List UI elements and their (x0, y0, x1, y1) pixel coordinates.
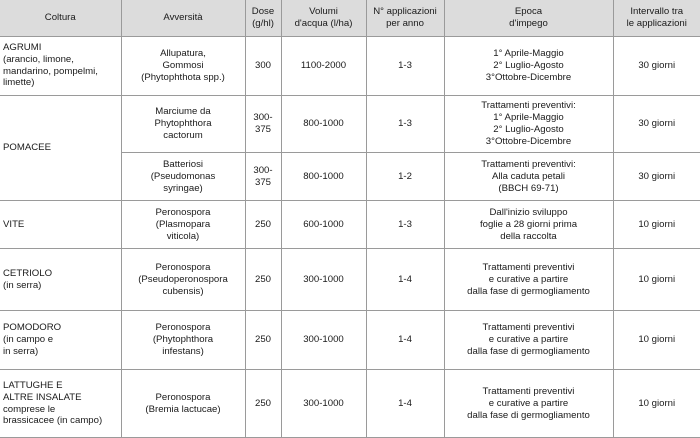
cell-intervallo: 30 giorni (613, 95, 700, 152)
cell-intervallo: 10 giorni (613, 370, 700, 438)
cell-dose: 250 (245, 310, 281, 369)
cell-coltura: POMODORO (in campo e in serra) (0, 310, 121, 369)
cell-volumi: 300-1000 (281, 310, 366, 369)
cell-volumi: 300-1000 (281, 370, 366, 438)
cell-applicazioni: 1-4 (366, 310, 444, 369)
cell-intervallo: 10 giorni (613, 201, 700, 249)
cell-coltura: VITE (0, 201, 121, 249)
cell-applicazioni: 1-4 (366, 370, 444, 438)
cell-intervallo: 10 giorni (613, 249, 700, 310)
table-row (0, 95, 700, 152)
cell-volumi: 300-1000 (281, 249, 366, 310)
header-epoca: Epoca d'impego (444, 0, 613, 36)
cell-epoca: Trattamenti preventivi e curative a partire dalla fase di germogliamento (444, 370, 613, 438)
cell-epoca: Trattamenti preventivi: Alla caduta petali (BBCH 69-71) (444, 153, 613, 201)
cell-coltura: POMACEE (0, 95, 121, 200)
table-row (0, 36, 700, 95)
table-row (0, 310, 700, 369)
cell-intervallo: 30 giorni (613, 153, 700, 201)
cell-applicazioni: 1-3 (366, 95, 444, 152)
header-row (0, 0, 700, 36)
cell-volumi: 800-1000 (281, 95, 366, 152)
table-row (0, 249, 700, 310)
cell-avversita: Allupatura, Gommosi (Phytophthota spp.) (121, 36, 245, 95)
cell-dose: 300- 375 (245, 95, 281, 152)
cell-epoca: Trattamenti preventivi: 1° Aprile-Maggio 2° Luglio-Agosto 3°Ottobre-Dicembre (444, 95, 613, 152)
cell-applicazioni: 1-2 (366, 153, 444, 201)
cell-volumi: 1100-2000 (281, 36, 366, 95)
cell-epoca: Trattamenti preventivi e curative a partire dalla fase di germogliamento (444, 310, 613, 369)
cell-avversita: Peronospora (Pseudoperonospora cubensis) (121, 249, 245, 310)
cell-avversita: Peronospora (Plasmopara viticola) (121, 201, 245, 249)
cell-applicazioni: 1-4 (366, 249, 444, 310)
cell-avversita: Peronospora (Bremia lactucae) (121, 370, 245, 438)
cell-dose: 300- 375 (245, 153, 281, 201)
header-applicazioni: N° applicazioni per anno (366, 0, 444, 36)
table-row (0, 201, 700, 249)
cell-applicazioni: 1-3 (366, 201, 444, 249)
header-coltura: Coltura (0, 0, 121, 36)
cell-coltura: AGRUMI (arancio, limone, mandarino, pompelmi, limette) (0, 36, 121, 95)
cell-epoca: Dall'inizio sviluppo foglie a 28 giorni prima della raccolta (444, 201, 613, 249)
cell-dose: 250 (245, 201, 281, 249)
header-volumi: Volumi d'acqua (l/ha) (281, 0, 366, 36)
cell-volumi: 800-1000 (281, 153, 366, 201)
cell-avversita: Batteriosi (Pseudomonas syringae) (121, 153, 245, 201)
header-intervallo: Intervallo tra le applicazioni (613, 0, 700, 36)
cell-intervallo: 10 giorni (613, 310, 700, 369)
header-dose: Dose (g/hl) (245, 0, 281, 36)
cell-intervallo: 30 giorni (613, 36, 700, 95)
header-avversita: Avversità (121, 0, 245, 36)
cell-epoca: Trattamenti preventivi e curative a partire dalla fase di germogliamento (444, 249, 613, 310)
cell-applicazioni: 1-3 (366, 36, 444, 95)
cell-epoca: 1° Aprile-Maggio 2° Luglio-Agosto 3°Ottobre-Dicembre (444, 36, 613, 95)
table-row (0, 370, 700, 438)
cell-volumi: 600-1000 (281, 201, 366, 249)
cell-avversita: Peronospora (Phytophthora infestans) (121, 310, 245, 369)
cell-dose: 250 (245, 370, 281, 438)
cell-avversita: Marciume da Phytophthora cactorum (121, 95, 245, 152)
cell-coltura: LATTUGHE E ALTRE INSALATE comprese le brassicacee (in campo) (0, 370, 121, 438)
cell-dose: 300 (245, 36, 281, 95)
cell-dose: 250 (245, 249, 281, 310)
cell-coltura: CETRIOLO (in serra) (0, 249, 121, 310)
